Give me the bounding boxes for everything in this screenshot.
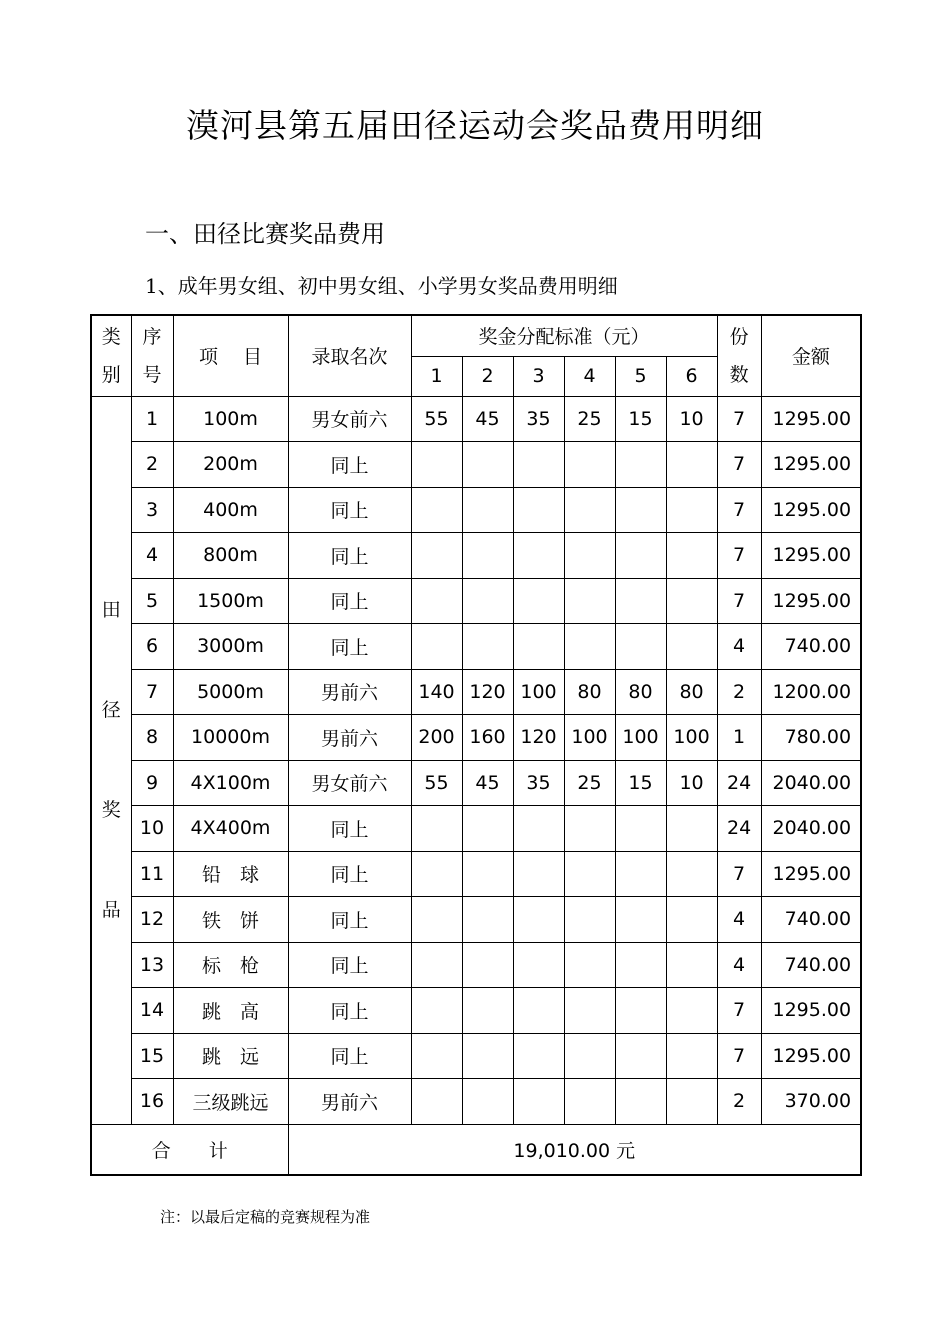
prize-cell: 25 (564, 396, 615, 442)
amount-cell: 2040.00 (761, 806, 861, 852)
seq-cell: 12 (131, 897, 173, 943)
rank-cell: 同上 (288, 487, 411, 533)
rank-cell: 男前六 (288, 1079, 411, 1125)
total-row (91, 1124, 861, 1175)
amount-cell: 1295.00 (761, 442, 861, 488)
prize-cost-table (90, 314, 862, 1176)
prize-cell (411, 442, 462, 488)
prize-cell (513, 533, 564, 579)
total-value: 19,010.00 元 (288, 1124, 861, 1175)
seq-cell: 15 (131, 1033, 173, 1079)
seq-cell: 11 (131, 851, 173, 897)
prize-cell (564, 624, 615, 670)
amount-cell: 740.00 (761, 897, 861, 943)
prize-cell (462, 442, 513, 488)
rank-cell: 同上 (288, 988, 411, 1034)
table-row (91, 669, 861, 715)
prize-cell (411, 1079, 462, 1125)
rank-cell: 同上 (288, 1033, 411, 1079)
prize-cell: 35 (513, 760, 564, 806)
amount-cell: 370.00 (761, 1079, 861, 1125)
prize-cell: 10 (666, 396, 717, 442)
header-prize-standard: 奖金分配标准（元） (411, 315, 717, 356)
prize-cell: 200 (411, 715, 462, 761)
rank-cell: 同上 (288, 624, 411, 670)
prize-cell: 120 (462, 669, 513, 715)
count-cell: 7 (717, 396, 761, 442)
header-prize-col: 5 (615, 356, 666, 396)
prize-cell (666, 806, 717, 852)
item-cell: 10000m (173, 715, 288, 761)
prize-cell: 160 (462, 715, 513, 761)
prize-cell: 25 (564, 760, 615, 806)
amount-cell: 740.00 (761, 624, 861, 670)
prize-cell (564, 806, 615, 852)
prize-cell (462, 1033, 513, 1079)
prize-cell (513, 578, 564, 624)
amount-cell: 1295.00 (761, 533, 861, 579)
table-row (91, 487, 861, 533)
seq-cell: 2 (131, 442, 173, 488)
item-cell: 跳 远 (173, 1033, 288, 1079)
prize-cell: 100 (666, 715, 717, 761)
rank-cell: 男女前六 (288, 396, 411, 442)
count-cell: 4 (717, 897, 761, 943)
prize-cell (411, 533, 462, 579)
prize-cell (462, 624, 513, 670)
item-cell: 4X400m (173, 806, 288, 852)
prize-cell (564, 1079, 615, 1125)
amount-cell: 1295.00 (761, 396, 861, 442)
prize-cell (513, 1033, 564, 1079)
prize-cell (615, 442, 666, 488)
item-cell: 5000m (173, 669, 288, 715)
prize-cell (666, 487, 717, 533)
subsection-heading: 1、成年男女组、初中男女组、小学男女奖品费用明细 (145, 274, 618, 298)
count-cell: 2 (717, 669, 761, 715)
amount-cell: 1295.00 (761, 578, 861, 624)
prize-cell (411, 897, 462, 943)
prize-cell (615, 806, 666, 852)
prize-cell (564, 851, 615, 897)
header-category: 类 别 (91, 315, 131, 396)
item-cell: 标 枪 (173, 942, 288, 988)
item-cell: 400m (173, 487, 288, 533)
prize-cell (615, 942, 666, 988)
prize-cell: 15 (615, 396, 666, 442)
prize-cell: 55 (411, 760, 462, 806)
prize-cell (564, 578, 615, 624)
prize-cell (411, 988, 462, 1034)
prize-cell (666, 851, 717, 897)
prize-cell (513, 988, 564, 1034)
count-cell: 7 (717, 442, 761, 488)
category-cell: 田 径 奖 品 (91, 396, 131, 1124)
total-label: 合 计 (91, 1124, 288, 1175)
section-heading: 一、田径比赛奖品费用 (145, 220, 385, 248)
prize-cell (462, 578, 513, 624)
prize-cell (513, 442, 564, 488)
table-row (91, 396, 861, 442)
prize-cell (462, 1079, 513, 1125)
amount-cell: 2040.00 (761, 760, 861, 806)
seq-cell: 14 (131, 988, 173, 1034)
seq-cell: 6 (131, 624, 173, 670)
rank-cell: 同上 (288, 533, 411, 579)
amount-cell: 740.00 (761, 942, 861, 988)
prize-cell (462, 806, 513, 852)
item-cell: 3000m (173, 624, 288, 670)
prize-cell (564, 442, 615, 488)
amount-cell: 1295.00 (761, 487, 861, 533)
prize-cell (513, 1079, 564, 1125)
amount-cell: 1295.00 (761, 1033, 861, 1079)
table-row (91, 988, 861, 1034)
rank-cell: 同上 (288, 806, 411, 852)
count-cell: 7 (717, 1033, 761, 1079)
count-cell: 7 (717, 851, 761, 897)
item-cell: 100m (173, 396, 288, 442)
header-amount: 金额 (761, 315, 861, 396)
prize-cell (666, 1033, 717, 1079)
prize-cell (513, 624, 564, 670)
prize-cell (411, 578, 462, 624)
header-prize-col: 2 (462, 356, 513, 396)
prize-cell: 100 (513, 669, 564, 715)
prize-cell: 45 (462, 396, 513, 442)
prize-cell (615, 624, 666, 670)
prize-cell (513, 897, 564, 943)
prize-cell: 35 (513, 396, 564, 442)
prize-cell: 100 (564, 715, 615, 761)
item-cell: 铅 球 (173, 851, 288, 897)
item-cell: 铁 饼 (173, 897, 288, 943)
prize-cell (666, 624, 717, 670)
count-cell: 7 (717, 487, 761, 533)
seq-cell: 1 (131, 396, 173, 442)
table-row (91, 897, 861, 943)
prize-cell (666, 533, 717, 579)
header-prize-col: 1 (411, 356, 462, 396)
prize-cell (615, 487, 666, 533)
prize-cell: 15 (615, 760, 666, 806)
header-rank: 录取名次 (288, 315, 411, 396)
prize-cell: 80 (666, 669, 717, 715)
table-row (91, 624, 861, 670)
rank-cell: 同上 (288, 942, 411, 988)
prize-cell (666, 942, 717, 988)
amount-cell: 1200.00 (761, 669, 861, 715)
prize-cell (564, 487, 615, 533)
seq-cell: 3 (131, 487, 173, 533)
table-row (91, 533, 861, 579)
prize-cell (513, 487, 564, 533)
seq-cell: 9 (131, 760, 173, 806)
prize-cell (564, 897, 615, 943)
count-cell: 4 (717, 624, 761, 670)
prize-cell: 55 (411, 396, 462, 442)
seq-cell: 10 (131, 806, 173, 852)
count-cell: 2 (717, 1079, 761, 1125)
prize-cell (564, 533, 615, 579)
header-prize-col: 6 (666, 356, 717, 396)
prize-cell (462, 533, 513, 579)
item-cell: 800m (173, 533, 288, 579)
prize-cell (666, 897, 717, 943)
count-cell: 7 (717, 533, 761, 579)
prize-cell (462, 942, 513, 988)
header-seq: 序 号 (131, 315, 173, 396)
table-row (91, 715, 861, 761)
prize-cell (564, 942, 615, 988)
table-row (91, 1079, 861, 1125)
prize-cell (462, 897, 513, 943)
prize-cell (666, 988, 717, 1034)
prize-cell (462, 988, 513, 1034)
prize-cell (564, 988, 615, 1034)
prize-cell (615, 533, 666, 579)
prize-cell (411, 851, 462, 897)
amount-cell: 780.00 (761, 715, 861, 761)
seq-cell: 16 (131, 1079, 173, 1125)
prize-cell (462, 851, 513, 897)
prize-cell (666, 442, 717, 488)
header-prize-col: 4 (564, 356, 615, 396)
count-cell: 24 (717, 806, 761, 852)
rank-cell: 男前六 (288, 715, 411, 761)
item-cell: 1500m (173, 578, 288, 624)
prize-cell (666, 1079, 717, 1125)
item-cell: 三级跳远 (173, 1079, 288, 1125)
seq-cell: 4 (131, 533, 173, 579)
prize-cell (513, 851, 564, 897)
rank-cell: 同上 (288, 442, 411, 488)
prize-cell (615, 897, 666, 943)
rank-cell: 同上 (288, 897, 411, 943)
amount-cell: 1295.00 (761, 988, 861, 1034)
prize-cell (513, 806, 564, 852)
amount-cell: 1295.00 (761, 851, 861, 897)
prize-cell (411, 487, 462, 533)
page-title: 漠河县第五届田径运动会奖品费用明细 (186, 106, 764, 145)
prize-cell (462, 487, 513, 533)
prize-cell: 10 (666, 760, 717, 806)
prize-cell (411, 624, 462, 670)
item-cell: 跳 高 (173, 988, 288, 1034)
header-item: 项 目 (173, 315, 288, 396)
rank-cell: 男前六 (288, 669, 411, 715)
rank-cell: 同上 (288, 578, 411, 624)
count-cell: 7 (717, 578, 761, 624)
prize-cell: 100 (615, 715, 666, 761)
count-cell: 4 (717, 942, 761, 988)
count-cell: 7 (717, 988, 761, 1034)
prize-cell: 80 (615, 669, 666, 715)
item-cell: 4X100m (173, 760, 288, 806)
seq-cell: 7 (131, 669, 173, 715)
count-cell: 24 (717, 760, 761, 806)
footnote: 注：以最后定稿的竞赛规程为准 (160, 1208, 371, 1226)
prize-cell (411, 942, 462, 988)
seq-cell: 13 (131, 942, 173, 988)
count-cell: 1 (717, 715, 761, 761)
table-row (91, 578, 861, 624)
header-row-1 (91, 315, 861, 356)
prize-cell (411, 1033, 462, 1079)
table-row (91, 442, 861, 488)
table-row (91, 942, 861, 988)
prize-cell: 120 (513, 715, 564, 761)
table-row (91, 1033, 861, 1079)
header-count: 份 数 (717, 315, 761, 396)
prize-cell (564, 1033, 615, 1079)
seq-cell: 5 (131, 578, 173, 624)
prize-cell: 140 (411, 669, 462, 715)
prize-cell (666, 578, 717, 624)
prize-cell (615, 1033, 666, 1079)
prize-cell (513, 942, 564, 988)
prize-cell: 45 (462, 760, 513, 806)
item-cell: 200m (173, 442, 288, 488)
prize-cell (615, 1079, 666, 1125)
rank-cell: 男女前六 (288, 760, 411, 806)
header-prize-col: 3 (513, 356, 564, 396)
rank-cell: 同上 (288, 851, 411, 897)
table-row (91, 760, 861, 806)
prize-cell (411, 806, 462, 852)
seq-cell: 8 (131, 715, 173, 761)
prize-cell (615, 578, 666, 624)
prize-cell (615, 851, 666, 897)
prize-cell: 80 (564, 669, 615, 715)
table-row (91, 851, 861, 897)
prize-cell (615, 988, 666, 1034)
table-row (91, 806, 861, 852)
